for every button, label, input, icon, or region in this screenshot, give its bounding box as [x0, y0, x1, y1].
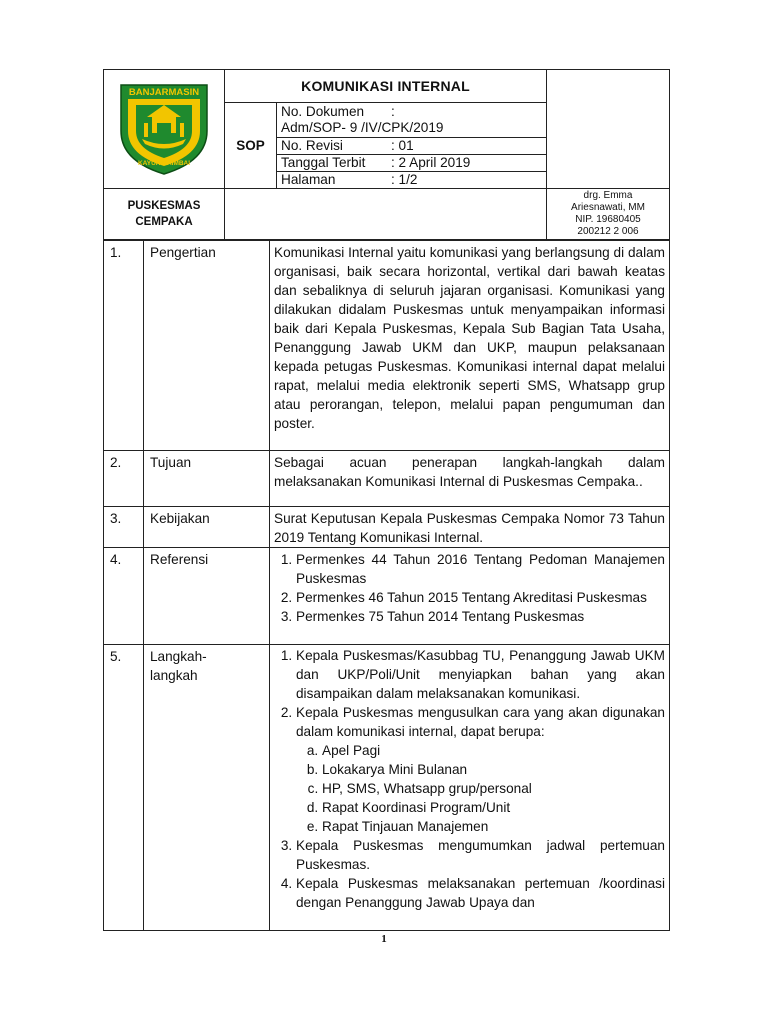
document-title: KOMUNIKASI INTERNAL: [225, 70, 547, 103]
list-item: 4. Kepala Puskesmas melaksanakan pertemuan /koordinasi dengan Penanggung Jawab Upaya dan: [296, 874, 665, 912]
row-text: [270, 548, 670, 645]
list-item: 1. Permenkes 44 Tahun 2016 Tentang Pedoman Manajemen Puskesmas: [296, 550, 665, 588]
list-item: [296, 703, 665, 836]
doc-colon: :: [391, 104, 395, 119]
meta-cell: [277, 103, 547, 189]
doc-label: No. Dokumen: [281, 104, 365, 119]
list-item: 3. Kepala Puskesmas mengumumkan jadwal pertemuan Puskesmas.: [296, 836, 665, 874]
banjarmasin-logo-icon: [115, 77, 213, 177]
signatory-name-2: Ariesnawati, MM: [571, 202, 645, 213]
step-text: Kepala Puskesmas mengusulkan cara yang akan digunakan dalam komunikasi internal, dapat berupa:: [296, 705, 665, 739]
logo-cell: [104, 70, 225, 189]
row-label: Tujuan: [144, 451, 270, 507]
row-text: Surat Keputusan Kepala Puskesmas Cempaka Nomor 73 Tahun 2019 Tentang Komunikasi Internal.: [270, 507, 670, 548]
table-row: [104, 241, 670, 451]
doc-number-row: [277, 103, 546, 138]
logo-top-text: BANJARMASIN: [128, 86, 200, 98]
revisi-row: [277, 138, 546, 155]
revisi-value: : 01: [391, 138, 414, 153]
row-label: Kebijakan: [144, 507, 270, 548]
steps-list: [274, 646, 665, 912]
list-item: e. Rapat Tinjauan Manajemen: [322, 817, 665, 836]
list-item: 3. Permenkes 75 Tahun 2014 Tentang Puskesmas: [296, 607, 665, 626]
header-blank-cell: [547, 70, 670, 189]
signatory-nip-2: 200212 2 006: [577, 226, 639, 237]
signatory-nip-1: NIP. 19680405: [575, 214, 641, 225]
page-number: 1: [381, 933, 387, 945]
header-table: [103, 69, 670, 240]
sop-label: SOP: [225, 103, 277, 189]
row-number: 3.: [104, 507, 144, 548]
row-label: Referensi: [144, 548, 270, 645]
list-item: 1. Kepala Puskesmas/Kasubbag TU, Penanggung Jawab UKM dan UKP/Poli/Unit menyiapkan bahan yang akan disampaikan dalam melaksanakan komunikasi.: [296, 646, 665, 703]
row-text: [270, 645, 670, 931]
table-row: [104, 548, 670, 645]
doc-number: Adm/SOP- 9 /IV/CPK/2019: [281, 120, 444, 135]
halaman-value: : 1/2: [391, 172, 418, 187]
table-row: [104, 451, 670, 507]
organization-name: [104, 189, 225, 240]
table-row: [104, 507, 670, 548]
list-item: a. Apel Pagi: [322, 741, 665, 760]
signatory-name-1: drg. Emma: [583, 190, 633, 201]
row-number: 4.: [104, 548, 144, 645]
meta-table: [277, 103, 546, 188]
org-line-1: PUSKESMAS: [127, 200, 201, 212]
signatory: [547, 189, 670, 240]
row-text: Sebagai acuan penerapan langkah-langkah dalam melaksanakan Komunikasi Internal di Puskesmas Cempaka..: [270, 451, 670, 507]
org-line-2: CEMPAKA: [135, 216, 193, 228]
terbit-value: : 2 April 2019: [391, 155, 471, 170]
row-label-text: Langkah-langkah: [150, 649, 207, 683]
table-row: [104, 645, 670, 931]
row-label: [144, 645, 270, 931]
list-item: d. Rapat Koordinasi Program/Unit: [322, 798, 665, 817]
revisi-label: No. Revisi: [281, 138, 343, 153]
row-label: Pengertian: [144, 241, 270, 451]
signature-space: [225, 189, 547, 240]
halaman-row: [277, 172, 546, 189]
row-number: 1.: [104, 241, 144, 451]
sub-list: [296, 741, 665, 836]
list-item: b. Lokakarya Mini Bulanan: [322, 760, 665, 779]
content-table: [103, 240, 670, 931]
row-text: Komunikasi Internal yaitu komunikasi yang berlangsung di dalam organisasi, baik secara horizontal, vertikal dari bawah keatas dan sebaliknya di seluruh jajaran organisasi. Komunikasi yang dilakukan didalam Puskesmas untuk menyampaikan informasi baik dari Kepala Puskesmas, Kepala Sub Bagian Tata Usaha, Penanggung Jawab UKM dan UKP, maupun pelaksanaan kepada petugas Puskesmas. Komunikasi internal dapat melalui rapat, melalui media elektronik seperti SMS, Whatsapp grup atau perorangan, telepon, melalui papan pengumuman dan poster.: [270, 241, 670, 451]
row-number: 2.: [104, 451, 144, 507]
list-item: c. HP, SMS, Whatsapp grup/personal: [322, 779, 665, 798]
halaman-label: Halaman: [281, 172, 336, 187]
row-number: 5.: [104, 645, 144, 931]
terbit-label: Tanggal Terbit: [281, 155, 366, 170]
list-item: 2. Permenkes 46 Tahun 2015 Tentang Akreditasi Puskesmas: [296, 588, 665, 607]
reference-list: [274, 550, 665, 626]
terbit-row: [277, 155, 546, 172]
logo-bottom-text: KAYUH BAIMBAI: [137, 159, 191, 167]
